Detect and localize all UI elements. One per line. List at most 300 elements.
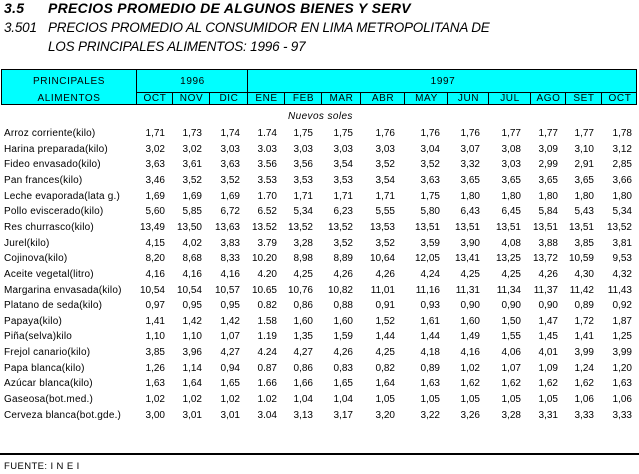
row-label: Res churrasco(kilo): [4, 221, 94, 233]
table-cell: 3,65: [460, 174, 480, 186]
table-cell: 3,00: [145, 409, 165, 421]
table-cell: 1,62: [501, 378, 521, 390]
table-cell: 4,16: [182, 268, 202, 280]
table-cell: 1,80: [538, 190, 558, 202]
table-cell: 13,63: [214, 221, 240, 233]
table-cell: 4,27: [220, 347, 240, 359]
table-cell: 11,16: [415, 284, 440, 296]
table-cell: 0,94: [220, 362, 240, 374]
table-cell: 1,60: [333, 315, 353, 327]
row-label: Frejol canario(kilo): [4, 347, 91, 359]
table-cell: 1,10: [182, 331, 202, 343]
table-title-line1: [4, 20, 490, 35]
table-cell: 3.79: [257, 237, 277, 249]
table-cell: 3,53: [293, 174, 313, 186]
table-cell: 3,65: [538, 174, 558, 186]
table-cell: 3,66: [612, 174, 632, 186]
table-cell: 3,02: [145, 143, 165, 155]
table-cell: 0,93: [420, 300, 440, 312]
row-label: Harina preparada(kilo): [4, 143, 108, 155]
table-cell: 3,33: [612, 409, 632, 421]
table-cell: 1,10: [145, 331, 165, 343]
row-label: Fideo envasado(kilo): [4, 159, 101, 171]
table-cell: 1,65: [333, 378, 353, 390]
row-label: Jurel(kilo): [4, 237, 50, 249]
table-cell: 1,78: [612, 128, 632, 139]
table-cell: 1,04: [333, 394, 353, 406]
table-cell: 3,61: [182, 159, 202, 171]
table-cell: 1,75: [333, 128, 353, 139]
table-cell: 4,16: [220, 268, 240, 280]
table-cell: 3,99: [612, 347, 632, 359]
table-cell: 1,02: [460, 362, 480, 374]
table-cell: 8,20: [145, 253, 165, 265]
table-cell: 0,92: [612, 300, 632, 312]
table-cell: 1.19: [257, 331, 277, 343]
table-row: [0, 222, 639, 237]
table-row: [0, 191, 639, 206]
header-month: ABR: [371, 93, 395, 104]
table-cell: 0,86: [293, 300, 313, 312]
table-row: [0, 238, 639, 253]
table-cell: 0,95: [220, 300, 240, 312]
table-cell: 3,65: [501, 174, 521, 186]
table-cell: 5,80: [420, 206, 440, 218]
table-cell: 11,31: [455, 284, 480, 296]
table-cell: 1,69: [145, 190, 165, 202]
table-cell: 1,80: [460, 190, 480, 202]
table-title-line2: LOS PRINCIPALES ALIMENTOS: 1996 - 97: [48, 39, 306, 54]
table-cell: 1,65: [220, 378, 240, 390]
header-month: JUN: [457, 93, 480, 104]
header-month: ENE: [255, 93, 278, 104]
table-cell: 1,24: [574, 362, 594, 374]
header-year-1996: 1996: [180, 76, 205, 87]
table-cell: 0,90: [501, 300, 521, 312]
table-cell: 3,02: [182, 143, 202, 155]
table-cell: 1,50: [501, 315, 521, 327]
table-cell: 1,02: [220, 394, 240, 406]
table-cell: 4,25: [460, 268, 480, 280]
table-cell: 13,52: [327, 221, 353, 233]
table-cell: 6,23: [333, 206, 353, 218]
header-month: OCT: [143, 93, 167, 104]
table-cell: 1,02: [182, 394, 202, 406]
row-label: Papa blanca(kilo): [4, 362, 85, 374]
table-cell: 3,03: [375, 143, 395, 155]
footer-divider: [0, 453, 639, 455]
table-title-text-1: PRECIOS PROMEDIO AL CONSUMIDOR EN LIMA METROPOLITANA DE: [48, 20, 490, 35]
table-cell: 3,85: [574, 237, 594, 249]
table-cell: 1,64: [375, 378, 395, 390]
table-cell: 11,01: [370, 284, 395, 296]
table-cell: 1.58: [257, 315, 277, 327]
table-cell: 13,50: [176, 221, 202, 233]
row-label: Platano de seda(kilo): [4, 300, 103, 312]
table-cell: 3,54: [375, 174, 395, 186]
table-cell: 4,16: [145, 268, 165, 280]
table-cell: 3,63: [145, 159, 165, 171]
source-note: FUENTE: I N E I: [4, 461, 80, 472]
table-cell: 4,25: [375, 347, 395, 359]
table-cell: 1,45: [538, 331, 558, 343]
table-cell: 9,53: [612, 253, 632, 265]
table-cell: 1.74: [257, 128, 277, 139]
table-cell: 1,62: [574, 378, 594, 390]
table-cell: 3,88: [538, 237, 558, 249]
header-label-principales: PRINCIPALES: [33, 76, 105, 87]
table-cell: 3,10: [574, 143, 594, 155]
row-label: Cerveza blanca(bot.gde.): [4, 409, 122, 421]
table-cell: 3,63: [220, 159, 240, 171]
table-cell: 1,72: [574, 315, 594, 327]
table-cell: 3,04: [420, 143, 440, 155]
table-cell: 3,17: [333, 409, 353, 421]
table-cell: 1,77: [501, 128, 521, 139]
table-cell: 1,55: [501, 331, 521, 343]
header-month: MAY: [415, 93, 438, 104]
table-cell: 1,80: [501, 190, 521, 202]
table-cell: 3,59: [420, 237, 440, 249]
row-label: Margarina envasada(kilo): [4, 284, 122, 296]
header-year-1997: 1997: [430, 76, 456, 87]
table-cell: 3,28: [501, 409, 521, 421]
header-month: FEB: [292, 93, 315, 104]
table-cell: 0,91: [375, 300, 395, 312]
table-cell: 10,82: [327, 284, 353, 296]
table-cell: 10,64: [369, 253, 395, 265]
table-cell: 1,44: [375, 331, 395, 343]
table-row: [0, 363, 639, 378]
table-cell: 3.53: [257, 174, 277, 186]
table-cell: 10,54: [176, 284, 202, 296]
table-cell: 10,57: [214, 284, 240, 296]
table-cell: 6,45: [501, 206, 521, 218]
table-row: [0, 206, 639, 221]
table-cell: 0.87: [257, 362, 277, 374]
table-cell: 3,09: [538, 143, 558, 155]
table-cell: 4,01: [538, 347, 558, 359]
table-cell: 0,86: [293, 362, 313, 374]
table-cell: 1,71: [375, 190, 395, 202]
table-cell: 3,22: [420, 409, 440, 421]
table-cell: 3,52: [333, 237, 353, 249]
table-cell: 3,65: [574, 174, 594, 186]
table-cell: 4,26: [333, 268, 353, 280]
table-row: [0, 331, 639, 346]
table-cell: 4.24: [257, 347, 277, 359]
table-cell: 3,96: [182, 347, 202, 359]
table-cell: 3,12: [612, 143, 632, 155]
table-cell: 3.03: [257, 143, 277, 155]
table-cell: 2,91: [574, 159, 594, 171]
table-cell: 1.66: [257, 378, 277, 390]
table-cell: 13,52: [287, 221, 313, 233]
table-row: [0, 347, 639, 362]
table-cell: 3,26: [460, 409, 480, 421]
table-cell: 3,01: [220, 409, 240, 421]
table-cell: 8,89: [333, 253, 353, 265]
table-cell: 6.52: [257, 206, 277, 218]
table-cell: 5,55: [375, 206, 395, 218]
table-cell: 3,03: [501, 159, 521, 171]
table-cell: 1,26: [145, 362, 165, 374]
table-row: [0, 144, 639, 159]
table-cell: 1,71: [145, 128, 165, 139]
table-cell: 1,77: [574, 128, 594, 139]
table-cell: 1,25: [612, 331, 632, 343]
table-cell: 13,51: [568, 221, 594, 233]
table-cell: 1,62: [460, 378, 480, 390]
table-cell: 1,63: [612, 378, 632, 390]
table-cell: 3,01: [182, 409, 202, 421]
table-cell: 4,30: [574, 268, 594, 280]
table-cell: 1,42: [182, 315, 202, 327]
table-cell: 1,77: [538, 128, 558, 139]
table-cell: 11,42: [569, 284, 594, 296]
unit-label: Nuevos soles: [288, 111, 353, 122]
table-cell: 5,34: [612, 206, 632, 218]
table-cell: 1,07: [220, 331, 240, 343]
table-cell: 13.52: [251, 221, 277, 233]
table-cell: 1,60: [460, 315, 480, 327]
row-label: Piña(selva)kilo: [4, 331, 73, 343]
table-cell: 4,26: [538, 268, 558, 280]
header-label-alimentos: ALIMENTOS: [37, 93, 101, 104]
table-cell: 1,69: [220, 190, 240, 202]
table-cell: 1,42: [220, 315, 240, 327]
table-cell: 1,09: [538, 362, 558, 374]
table-cell: 5,43: [574, 206, 594, 218]
table-cell: 1,14: [182, 362, 202, 374]
table-cell: 5,84: [538, 206, 558, 218]
table-row: [0, 253, 639, 268]
table-cell: 4,08: [501, 237, 521, 249]
table-cell: 4.20: [257, 268, 277, 280]
table-cell: 13,53: [369, 221, 395, 233]
table-cell: 10.20: [251, 253, 277, 265]
table-cell: 1,66: [293, 378, 313, 390]
table-cell: 3,52: [420, 159, 440, 171]
table-cell: 1,52: [375, 315, 395, 327]
header-month: OCT: [608, 93, 632, 104]
table-cell: 4,26: [375, 268, 395, 280]
row-label: Cojinova(kilo): [4, 253, 68, 265]
row-label: Pollo eviscerado(kilo): [4, 206, 104, 218]
table-cell: 4,16: [460, 347, 480, 359]
table-cell: 5,60: [145, 206, 165, 218]
row-label: Aceite vegetal(litro): [4, 268, 94, 280]
table-cell: 4,15: [145, 237, 165, 249]
table-row: [0, 175, 639, 190]
table-cell: 1,05: [375, 394, 395, 406]
table-cell: 3,85: [145, 347, 165, 359]
table-cell: 1,04: [293, 394, 313, 406]
table-row: [0, 394, 639, 409]
table-cell: 12,05: [414, 253, 440, 265]
table-cell: 3,54: [333, 159, 353, 171]
table-cell: 13,51: [532, 221, 558, 233]
table-cell: 3,32: [460, 159, 480, 171]
table-cell: 1,06: [574, 394, 594, 406]
table-cell: 3,33: [574, 409, 594, 421]
table-cell: 3.04: [257, 409, 277, 421]
table-cell: 4,18: [420, 347, 440, 359]
table-cell: 5,85: [182, 206, 202, 218]
table-cell: 3,52: [375, 159, 395, 171]
table-cell: 11,34: [496, 284, 521, 296]
table-cell: 3,46: [145, 174, 165, 186]
header-month: SET: [573, 93, 595, 104]
table-cell: 2,99: [538, 159, 558, 171]
row-label: Pan frances(kilo): [4, 174, 83, 186]
table-cell: 3,13: [293, 409, 313, 421]
table-cell: 0,88: [333, 300, 353, 312]
table-cell: 13,49: [139, 221, 165, 233]
table-cell: 1,76: [420, 128, 440, 139]
table-cell: 3,52: [182, 174, 202, 186]
table-cell: 13,52: [606, 221, 632, 233]
table-cell: 0,89: [420, 362, 440, 374]
table-cell: 3,90: [460, 237, 480, 249]
header-month: AGO: [536, 93, 561, 104]
table-cell: 4,06: [501, 347, 521, 359]
table-cell: 5,34: [293, 206, 313, 218]
table-cell: 13,51: [454, 221, 480, 233]
header-month: NOV: [179, 93, 204, 104]
row-label: Papaya(kilo): [4, 315, 62, 327]
table-row: [0, 316, 639, 331]
table-cell: 1,71: [293, 190, 313, 202]
table-cell: 10,76: [287, 284, 313, 296]
table-cell: 1,87: [612, 315, 632, 327]
table-cell: 4,25: [501, 268, 521, 280]
table-cell: 1,35: [293, 331, 313, 343]
table-cell: 1,41: [145, 315, 165, 327]
table-cell: 11,43: [607, 284, 632, 296]
header-month: JUL: [500, 93, 520, 104]
table-cell: 1,80: [612, 190, 632, 202]
table-cell: 1,74: [220, 128, 240, 139]
table-cell: 0,90: [538, 300, 558, 312]
row-label: Arroz corriente(kilo): [4, 128, 96, 139]
table-cell: 10,54: [139, 284, 165, 296]
table-cell: 13,72: [532, 253, 558, 265]
table-cell: 0,89: [574, 300, 594, 312]
table-cell: 1.02: [257, 394, 277, 406]
table-cell: 3.56: [257, 159, 277, 171]
header-month: MAR: [329, 93, 354, 104]
table-cell: 3,56: [293, 159, 313, 171]
table-cell: 4,25: [293, 268, 313, 280]
table-cell: 3,20: [375, 409, 395, 421]
table-cell: 1,07: [501, 362, 521, 374]
table-cell: 11,37: [533, 284, 558, 296]
table-cell: 8,33: [220, 253, 240, 265]
table-cell: 1,02: [145, 394, 165, 406]
table-cell: 10,59: [568, 253, 594, 265]
table-cell: 3,63: [420, 174, 440, 186]
table-cell: 3,08: [501, 143, 521, 155]
table-cell: 0,97: [145, 300, 165, 312]
table-cell: 1,47: [538, 315, 558, 327]
table-cell: 1,05: [501, 394, 521, 406]
table-cell: 4,24: [420, 268, 440, 280]
row-label: Leche evaporada(lata g.): [4, 190, 120, 202]
table-cell: 8,68: [182, 253, 202, 265]
table-cell: 3,03: [333, 143, 353, 155]
table-cell: 3,07: [460, 143, 480, 155]
table-row: [0, 159, 639, 174]
table-cell: 1,73: [182, 128, 202, 139]
table-cell: 1,69: [182, 190, 202, 202]
table-cell: 3,03: [293, 143, 313, 155]
table-row: [0, 300, 639, 315]
table-cell: 1,63: [420, 378, 440, 390]
table-cell: 3,99: [574, 347, 594, 359]
table-cell: 1,05: [420, 394, 440, 406]
table-cell: 1,61: [420, 315, 440, 327]
table-cell: 1.70: [257, 190, 277, 202]
table-cell: 1,75: [293, 128, 313, 139]
section-number: 3.5: [4, 0, 25, 16]
table-cell: 3,31: [538, 409, 558, 421]
table-cell: 1,75: [420, 190, 440, 202]
table-cell: 13,25: [495, 253, 521, 265]
row-label: Gaseosa(bot.med.): [4, 394, 93, 406]
table-cell: 6,72: [220, 206, 240, 218]
table-cell: 1,49: [460, 331, 480, 343]
table-cell: 0,82: [375, 362, 395, 374]
table-cell: 3,03: [220, 143, 240, 155]
table-cell: 0,90: [460, 300, 480, 312]
table-cell: 1,80: [574, 190, 594, 202]
table-row: [0, 128, 639, 143]
table-cell: 4,27: [293, 347, 313, 359]
table-cell: 3,28: [293, 237, 313, 249]
table-row: [0, 410, 639, 425]
table-cell: 1,71: [333, 190, 353, 202]
table-cell: 3,52: [220, 174, 240, 186]
section-title-text: PRECIOS PROMEDIO DE ALGUNOS BIENES Y SERV: [48, 0, 411, 16]
table-cell: 3,53: [333, 174, 353, 186]
table-cell: 13,51: [495, 221, 521, 233]
table-cell: 13,41: [454, 253, 480, 265]
table-cell: 0.82: [257, 300, 277, 312]
table-cell: 3,83: [220, 237, 240, 249]
header-month: DIC: [219, 93, 239, 104]
table-cell: 8,98: [293, 253, 313, 265]
table-cell: 1,06: [612, 394, 632, 406]
table-cell: 1,05: [460, 394, 480, 406]
table-cell: 1,05: [538, 394, 558, 406]
table-cell: 4,26: [333, 347, 353, 359]
table-cell: 1,60: [293, 315, 313, 327]
section-title: [4, 0, 411, 16]
table-cell: 6,43: [460, 206, 480, 218]
table-row: [0, 378, 639, 393]
table-cell: 1,20: [612, 362, 632, 374]
table-cell: 1,41: [574, 331, 594, 343]
table-cell: 2,85: [612, 159, 632, 171]
table-cell: 1,76: [460, 128, 480, 139]
table-cell: 1,64: [182, 378, 202, 390]
table-header: [1, 69, 637, 105]
table-cell: 0,83: [333, 362, 353, 374]
table-cell: 0,95: [182, 300, 202, 312]
row-label: Azúcar blanca(kilo): [4, 378, 93, 390]
table-number: 3.501: [4, 20, 37, 35]
